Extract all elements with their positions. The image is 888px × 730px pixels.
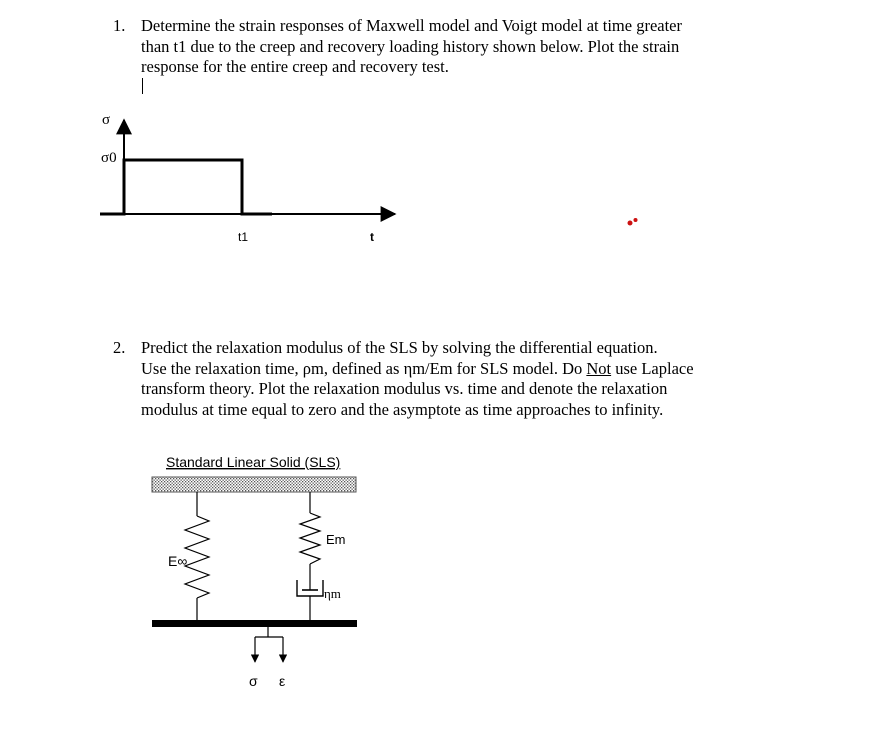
t1-label: t1 bbox=[238, 230, 249, 244]
red-dot bbox=[628, 221, 633, 226]
red-dot-mark bbox=[626, 215, 640, 227]
spring-em bbox=[300, 513, 320, 564]
t-label: t bbox=[370, 230, 374, 244]
question-2-line-4: modulus at time equal to zero and the asymptote as time approaches to infinity. bbox=[141, 399, 664, 419]
question-2-line-3: transform theory. Plot the relaxation modulus vs. time and denote the relaxation bbox=[141, 379, 668, 398]
text-cursor bbox=[142, 78, 143, 94]
question-1-line-1: Determine the strain responses of Maxwell model and Voigt model at time greater bbox=[141, 16, 682, 35]
question-2-line-2: Use the relaxation time, ρm, defined as ηm/Em for SLS model. Do Not use Laplace bbox=[141, 358, 694, 378]
eta-m-label: ηm bbox=[324, 586, 341, 601]
question-1-number: 1. bbox=[113, 16, 126, 35]
loading-history-figure bbox=[90, 110, 420, 250]
red-dot bbox=[634, 218, 638, 222]
e-inf-label: E∞ bbox=[168, 553, 188, 569]
epsilon-label: ε bbox=[279, 673, 286, 689]
sigma-label: σ bbox=[249, 673, 258, 689]
question-1-text[interactable] bbox=[141, 16, 761, 94]
sls-model-figure bbox=[140, 448, 380, 698]
em-label: Em bbox=[326, 532, 346, 547]
load-bar bbox=[152, 620, 357, 627]
sigma0-label: σ0 bbox=[101, 150, 117, 166]
question-2-number: 2. bbox=[113, 338, 126, 357]
question-1-line-3: response for the entire creep and recovery test. bbox=[141, 57, 761, 94]
y-axis-label: σ bbox=[102, 112, 111, 128]
fixed-support bbox=[152, 477, 356, 492]
question-2-text[interactable] bbox=[141, 338, 761, 420]
spring-e-inf bbox=[185, 516, 209, 598]
question-2-line-1: Predict the relaxation modulus of the SLS by solving the differential equation. bbox=[141, 338, 658, 357]
question-1-line-2: than t1 due to the creep and recovery loading history shown below. Plot the strain bbox=[141, 36, 680, 56]
sls-title: Standard Linear Solid (SLS) bbox=[166, 454, 341, 470]
loading-step-curve bbox=[100, 160, 272, 214]
